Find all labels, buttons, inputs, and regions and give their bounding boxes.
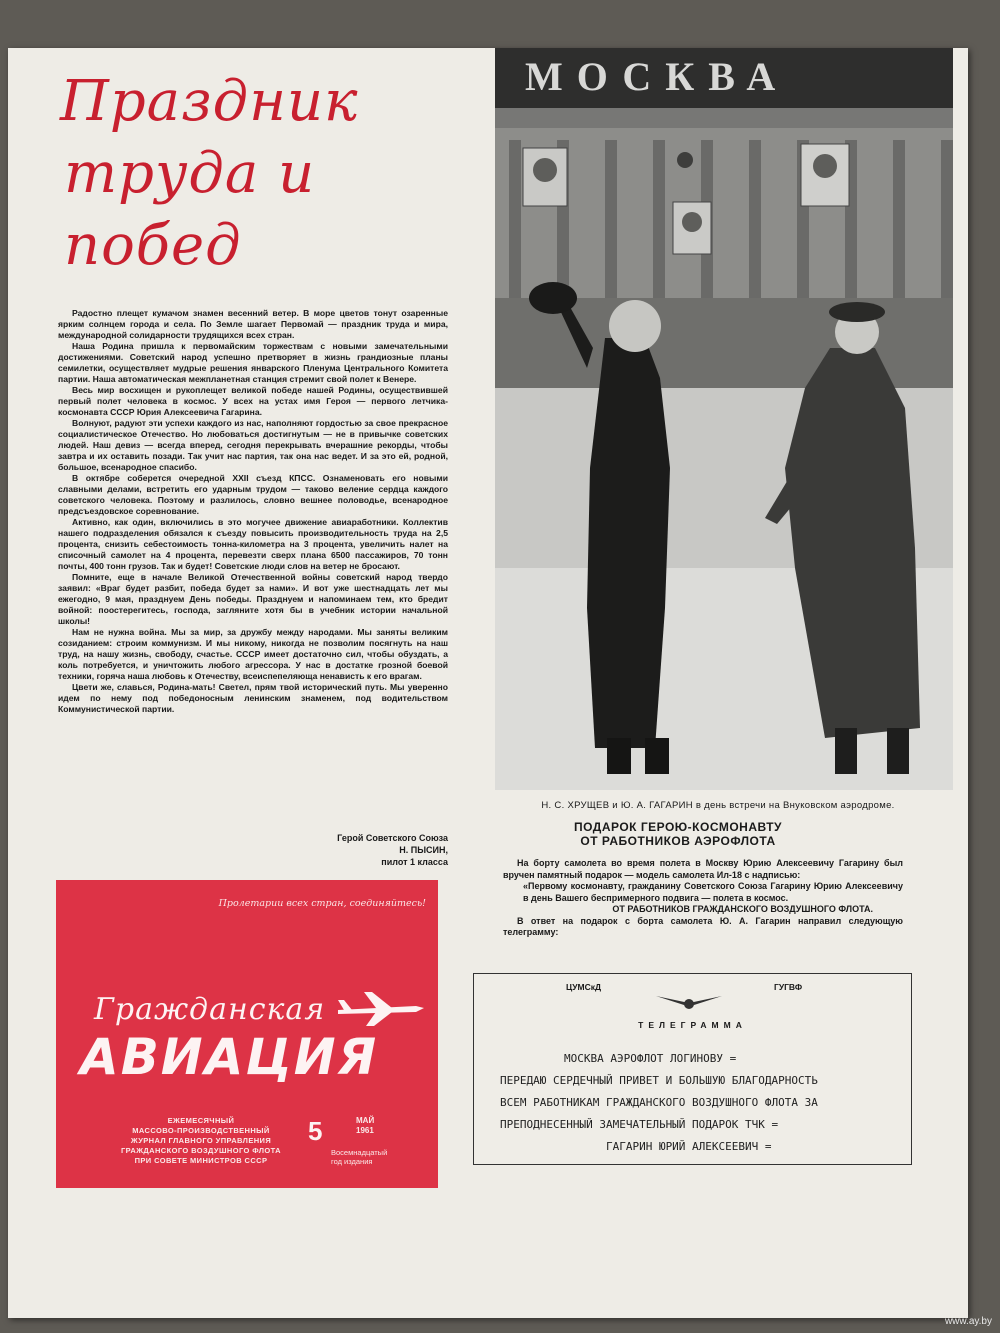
desc-line: ПРИ СОВЕТЕ МИНИСТРОВ СССР	[134, 1156, 268, 1165]
headline	[60, 66, 470, 282]
gift-title-line1: ПОДАРОК ГЕРОЮ-КОСМОНАВТУ	[573, 820, 783, 834]
magazine-description	[96, 1116, 306, 1166]
telegram-line: ГАГАРИН ЮРИЙ АЛЕКСЕЕВИЧ =	[500, 1140, 772, 1153]
gift-title-line2: ОТ РАБОТНИКОВ АЭРОФЛОТА	[580, 834, 776, 848]
signature-line3: пилот 1 класса	[381, 857, 448, 867]
telegram-left-header: ЦУМСкД	[566, 982, 602, 992]
magazine-title-line1: Гражданская	[94, 992, 326, 1027]
telegram-line: МОСКВА АЭРОФЛОТ ЛОГИНОВУ =	[564, 1052, 737, 1065]
telegram-word: ТЕЛЕГРАММА	[638, 1020, 747, 1030]
photo-illustration	[495, 48, 953, 790]
desc-line: ЖУРНАЛ ГЛАВНОГО УПРАВЛЕНИЯ	[130, 1136, 272, 1145]
watermark: www.ay.by	[944, 1316, 992, 1327]
gift-section-title	[478, 820, 878, 848]
headline-line1: Праздник	[60, 69, 359, 134]
telegram-right-header: ГУГВФ	[774, 982, 803, 992]
edition-line2: год издания	[331, 1157, 373, 1166]
aeroflot-wings-icon	[654, 992, 724, 1014]
article-paragraph: Волнуют, радуют эти успехи каждого из нас, наполняют гордостью за свое прекрасное социалистическое Отечество. Но любоваться достигнутым — не в привычке советских людей. Наш девиз — всегда вперед, сегодня перекрывать вчерашние рекорды, чтобы завтра и их оставить позади. Так учит нас партия, так она нас ведет. И за это ей, родной, большое, всенародное спасибо.	[58, 418, 448, 472]
desc-line: ГРАЖДАНСКОГО ВОЗДУШНОГО ФЛОТА	[121, 1146, 281, 1155]
desc-line: ЕЖЕМЕСЯЧНЫЙ	[167, 1116, 235, 1125]
author-signature	[248, 832, 448, 868]
photo-khrushchev-gagarin	[495, 48, 953, 790]
issue-number: 5	[308, 1116, 323, 1146]
telegram-form	[473, 973, 912, 1165]
gift-inscription: «Первому космонавту, гражданину Советского Союза Гагарину Юрию Алексеевичу в день Вашего беспримерного подвига — полета в космос.	[523, 881, 903, 903]
issue-month: МАЙ	[356, 1116, 375, 1125]
article-body	[58, 308, 448, 715]
gift-text	[503, 858, 903, 939]
article-paragraph: Наша Родина пришла к первомайским торжествам с новыми замечательными достижениями. Советский народ успешно претворяет в жизнь грандиозные планы семилетки, осуществляет мудрые решения январского Пленума Центрального Комитета партии. Наша автоматическая межпланетная станция стремит свой полет к Венере.	[58, 341, 448, 384]
article-paragraph: Нам не нужна война. Мы за мир, за дружбу между народами. Мы заняты великим созиданием: строим коммунизм. И мы никому, никогда не позволим посягнуть на наш труд, на нашу жизнь, свободу, счастье. СССР имеет достаточно сил, чтобы обуздать, а коль потребуется, и уничтожить любого агрессора. У нас в достатке грозной боевой техники, горяча наша любовь к Отечеству, всеиспепеляюща ненависть к его врагам.	[58, 627, 448, 681]
photo-caption: Н. С. ХРУЩЕВ и Ю. А. ГАГАРИН в день встречи на Внуковском аэродроме.	[541, 800, 895, 811]
article-paragraph: Весь мир восхищен и рукоплещет великой победе нашей Родины, осуществившей первый полет человека в космос. У всех на устах имя Героя — первого летчика-космонавта СССР Юрия Алексеевича Гагарина.	[58, 385, 448, 417]
gift-paragraph: На борту самолета во время полета в Москву Юрию Алексеевичу Гагарину был вручен памятный подарок — модель самолета Ил-18 с надписью:	[503, 858, 903, 880]
gift-paragraph: В ответ на подарок с борта самолета Ю. А. Гагарин направил следующую телеграмму:	[503, 915, 903, 937]
magazine-masthead	[56, 880, 438, 1188]
magazine-page	[8, 48, 968, 1318]
article-paragraph: Помните, еще в начале Великой Отечественной войны советский народ твердо заявил: «Враг будет разбит, победа будет за нами». И вот уже шестнадцать лет мы ежегодно, 9 мая, празднуем День победы. Празднуем и напоминаем тем, кто бредит войной: поостерегитесь, господа, загляните хотя бы в учебник истории начальной школы!	[58, 572, 448, 626]
article-paragraph: Радостно плещет кумачом знамен весенний ветер. В море цветов тонут озаренные ярким солнцем города и села. По Земле шагает Первомай — праздник труда и мира, международной солидарности трудящихся всех стран.	[58, 308, 448, 340]
signature-line1: Герой Советского Союза	[337, 833, 448, 843]
telegram-line: ПЕРЕДАЮ СЕРДЕЧНЫЙ ПРИВЕТ И БОЛЬШУЮ БЛАГОДАРНОСТЬ	[500, 1074, 818, 1087]
edition-line1: Восемнадцатый	[331, 1148, 388, 1157]
issue-year: 1961	[356, 1126, 374, 1135]
telegram-line: ПРЕПОДНЕСЕННЫЙ ЗАМЕЧАТЕЛЬНЫЙ ПОДАРОК ТЧК =	[500, 1118, 779, 1131]
gift-from: ОТ РАБОТНИКОВ ГРАЖДАНСКОГО ВОЗДУШНОГО ФЛОТА.	[612, 904, 873, 914]
telegram-text	[500, 1048, 900, 1158]
telegram-line: ВСЕМ РАБОТНИКАМ ГРАЖДАНСКОГО ВОЗДУШНОГО ФЛОТА ЗА	[500, 1096, 818, 1109]
airport-sign-text: МОСКВА	[525, 54, 790, 99]
edition-year	[331, 1148, 387, 1166]
headline-line2: труда и побед	[64, 141, 316, 278]
airplane-icon	[336, 988, 426, 1028]
issue-date	[356, 1116, 374, 1136]
article-paragraph: Цвети же, славься, Родина-мать! Светел, прям твой исторический путь. Мы уверенно идем по нему под победоносным ленинским знаменем, под водительством Коммунистической партии.	[58, 682, 448, 714]
signature-line2: Н. ПЫСИН,	[399, 845, 448, 855]
desc-line: МАССОВО-ПРОИЗВОДСТВЕННЫЙ	[132, 1126, 270, 1135]
motto: Пролетарии всех стран, соединяйтесь!	[218, 898, 426, 909]
article-paragraph: Активно, как один, включились в это могучее движение авиаработники. Коллектив нашего подразделения обязался к съезду повысить производительность труда на 2,5 процента, снизить себестоимость тонна-километра на 3 процента, увеличить налет на списочный самолет на 4 процента, перевезти сверх плана 6500 пассажиров, 70 тонн почты, 400 тонн грузов. Так и будет! Советские люди слов на ветер не бросают.	[58, 517, 448, 571]
magazine-title-line2: АВИАЦИЯ	[80, 1028, 379, 1086]
article-paragraph: В октябре соберется очередной XXII съезд КПСС. Ознаменовать его новыми славными делами, встретить его ударным трудом — таково веление сердца каждого советского человека. Поэтому и разлилось, словно вешнее половодье, всенародное предсъездовское соревнование.	[58, 473, 448, 516]
